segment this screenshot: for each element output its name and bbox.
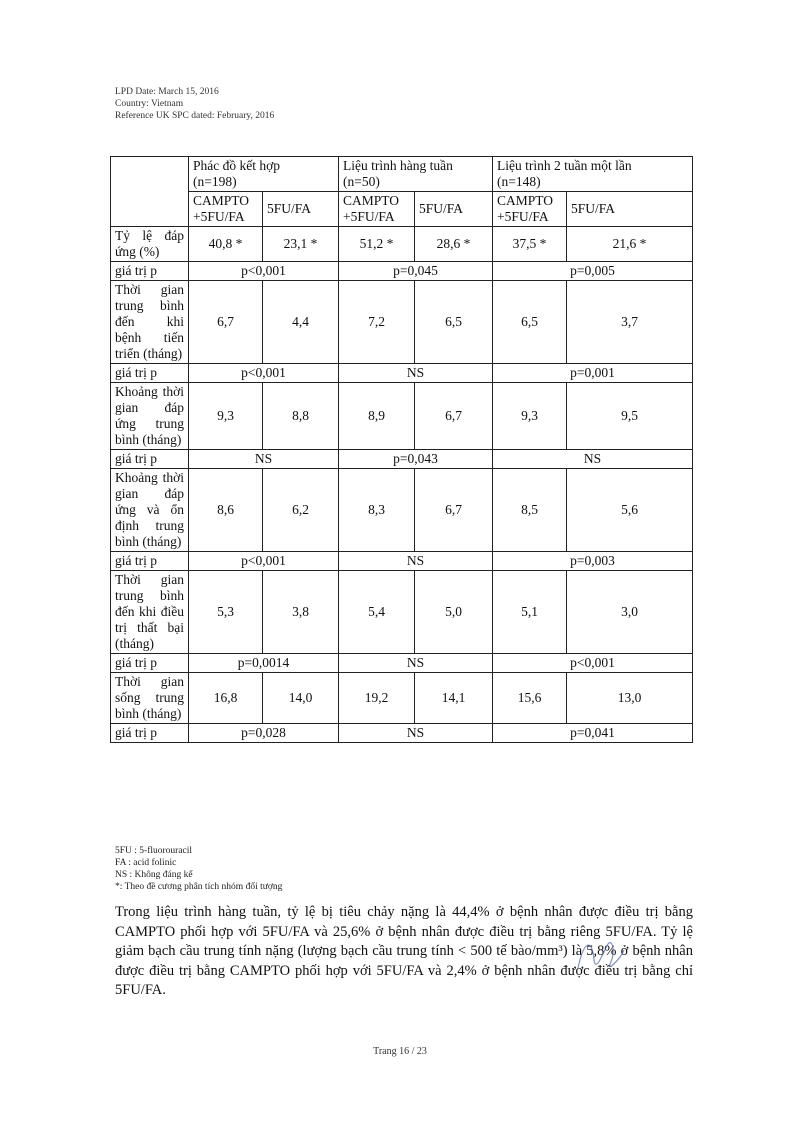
p-value-cell: NS — [339, 724, 493, 743]
table-row — [111, 227, 693, 262]
value-cell: 37,5 * — [493, 227, 567, 262]
corner-cell — [111, 157, 189, 227]
value-cell: 23,1 * — [263, 227, 339, 262]
value-cell: 5,0 — [415, 571, 493, 654]
p-value-row — [111, 654, 693, 673]
value-cell: 21,6 * — [567, 227, 693, 262]
value-cell: 7,2 — [339, 281, 415, 364]
value-cell: 40,8 * — [189, 227, 263, 262]
p-label: giá trị p — [111, 724, 189, 743]
value-cell: 5,6 — [567, 469, 693, 552]
footnote: 5FU : 5-fluorouracil — [115, 846, 193, 856]
body-paragraph: Trong liệu trình hàng tuần, tỷ lệ bị tiêu chảy nặng là 44,4% ở bệnh nhân được điều trị bằng CAMPTO phối hợp với 5FU/FA và 25,6% ở bệnh nhân được điều trị bằng riêng 5FU/FA. Tỷ lệ giảm bạch cầu trung tính nặng (lượng bạch cầu trung tính < 500 tế bào/mm³) là 5,8% ở bệnh nhân được điều trị bằng CAMPTO phối hợp với 5FU/FA và 2,4% ở bệnh nhân được điều trị bằng chỉ 5FU/FA. — [115, 904, 693, 998]
value-cell: 16,8 — [189, 673, 263, 724]
table-row — [111, 281, 693, 364]
p-value-cell: p=0,028 — [189, 724, 339, 743]
p-label: giá trị p — [111, 654, 189, 673]
p-label: giá trị p — [111, 364, 189, 383]
table-row — [111, 469, 693, 552]
group-header — [339, 157, 493, 192]
p-value-row — [111, 262, 693, 281]
p-value-cell: NS — [339, 654, 493, 673]
value-cell: 3,7 — [567, 281, 693, 364]
group-name: Liệu trình 2 tuần một lần — [497, 158, 632, 173]
group-header — [493, 157, 693, 192]
arm-header: 5FU/FA — [263, 192, 339, 227]
arm-header: 5FU/FA — [415, 192, 493, 227]
row-label: Khoảng thời gian đáp ứng trung bình (tháng) — [111, 383, 189, 450]
country: Country: Vietnam — [115, 99, 184, 109]
p-value-cell: p<0,001 — [493, 654, 693, 673]
p-value-row — [111, 552, 693, 571]
value-cell: 5,1 — [493, 571, 567, 654]
group-n: (n=148) — [497, 174, 541, 189]
p-value-cell: p<0,001 — [189, 262, 339, 281]
arm-header: CAMPTO +5FU/FA — [339, 192, 415, 227]
row-label: Thời gian trung bình đến khi bệnh tiến triển (tháng) — [111, 281, 189, 364]
lpd-date: LPD Date: March 15, 2016 — [115, 87, 219, 97]
footnote: FA : acid folinic — [115, 858, 177, 868]
p-value-cell: NS — [339, 364, 493, 383]
value-cell: 8,6 — [189, 469, 263, 552]
group-n: (n=198) — [193, 174, 237, 189]
value-cell: 4,4 — [263, 281, 339, 364]
value-cell: 15,6 — [493, 673, 567, 724]
value-cell: 6,7 — [415, 469, 493, 552]
p-value-cell: p<0,001 — [189, 364, 339, 383]
p-label: giá trị p — [111, 262, 189, 281]
footnote: *: Theo đề cương phân tích nhóm đối tượng — [115, 882, 283, 892]
table-row — [111, 383, 693, 450]
table-row — [111, 673, 693, 724]
page-number: Trang 16 / 23 — [373, 1046, 427, 1057]
value-cell: 28,6 * — [415, 227, 493, 262]
value-cell: 9,3 — [189, 383, 263, 450]
value-cell: 6,2 — [263, 469, 339, 552]
arm-header: CAMPTO +5FU/FA — [493, 192, 567, 227]
p-label: giá trị p — [111, 552, 189, 571]
value-cell: 3,0 — [567, 571, 693, 654]
p-value-row — [111, 364, 693, 383]
p-value-cell: p=0,041 — [493, 724, 693, 743]
p-value-row — [111, 724, 693, 743]
document-header — [115, 86, 274, 122]
value-cell: 6,5 — [415, 281, 493, 364]
p-value-row — [111, 450, 693, 469]
value-cell: 6,7 — [415, 383, 493, 450]
row-label: Tỷ lệ đáp ứng (%) — [111, 227, 189, 262]
value-cell: 3,8 — [263, 571, 339, 654]
value-cell: 8,3 — [339, 469, 415, 552]
value-cell: 19,2 — [339, 673, 415, 724]
group-n: (n=50) — [343, 174, 380, 189]
group-name: Phác đồ kết hợp — [193, 158, 280, 173]
value-cell: 14,0 — [263, 673, 339, 724]
footnote: NS : Không đáng kể — [115, 870, 193, 880]
p-label: giá trị p — [111, 450, 189, 469]
p-value-cell: NS — [493, 450, 693, 469]
value-cell: 9,3 — [493, 383, 567, 450]
value-cell: 8,5 — [493, 469, 567, 552]
reference: Reference UK SPC dated: February, 2016 — [115, 111, 275, 121]
group-header-row — [111, 157, 693, 192]
arm-header-row — [111, 192, 693, 227]
row-label: Thời gian sống trung bình (tháng) — [111, 673, 189, 724]
arm-header: CAMPTO +5FU/FA — [189, 192, 263, 227]
row-label: Khoảng thời gian đáp ứng và ổn định trung bình (tháng) — [111, 469, 189, 552]
p-value-cell: p=0,0014 — [189, 654, 339, 673]
value-cell: 51,2 * — [339, 227, 415, 262]
efficacy-table — [110, 156, 693, 743]
row-label: Thời gian trung bình đến khi điều trị thất bại (tháng) — [111, 571, 189, 654]
p-value-cell: p=0,005 — [493, 262, 693, 281]
value-cell: 8,8 — [263, 383, 339, 450]
value-cell: 13,0 — [567, 673, 693, 724]
value-cell: 6,5 — [493, 281, 567, 364]
value-cell: 8,9 — [339, 383, 415, 450]
value-cell: 14,1 — [415, 673, 493, 724]
p-value-cell: p=0,043 — [339, 450, 493, 469]
footnotes — [115, 845, 282, 893]
p-value-cell: NS — [189, 450, 339, 469]
p-value-cell: p=0,045 — [339, 262, 493, 281]
value-cell: 5,3 — [189, 571, 263, 654]
p-value-cell: p<0,001 — [189, 552, 339, 571]
value-cell: 9,5 — [567, 383, 693, 450]
table-row — [111, 571, 693, 654]
p-value-cell: p=0,001 — [493, 364, 693, 383]
p-value-cell: NS — [339, 552, 493, 571]
handwritten-initials — [570, 930, 630, 980]
group-name: Liệu trình hàng tuần — [343, 158, 453, 173]
table-body — [111, 157, 693, 743]
value-cell: 5,4 — [339, 571, 415, 654]
group-header — [189, 157, 339, 192]
p-value-cell: p=0,003 — [493, 552, 693, 571]
value-cell: 6,7 — [189, 281, 263, 364]
arm-header: 5FU/FA — [567, 192, 693, 227]
